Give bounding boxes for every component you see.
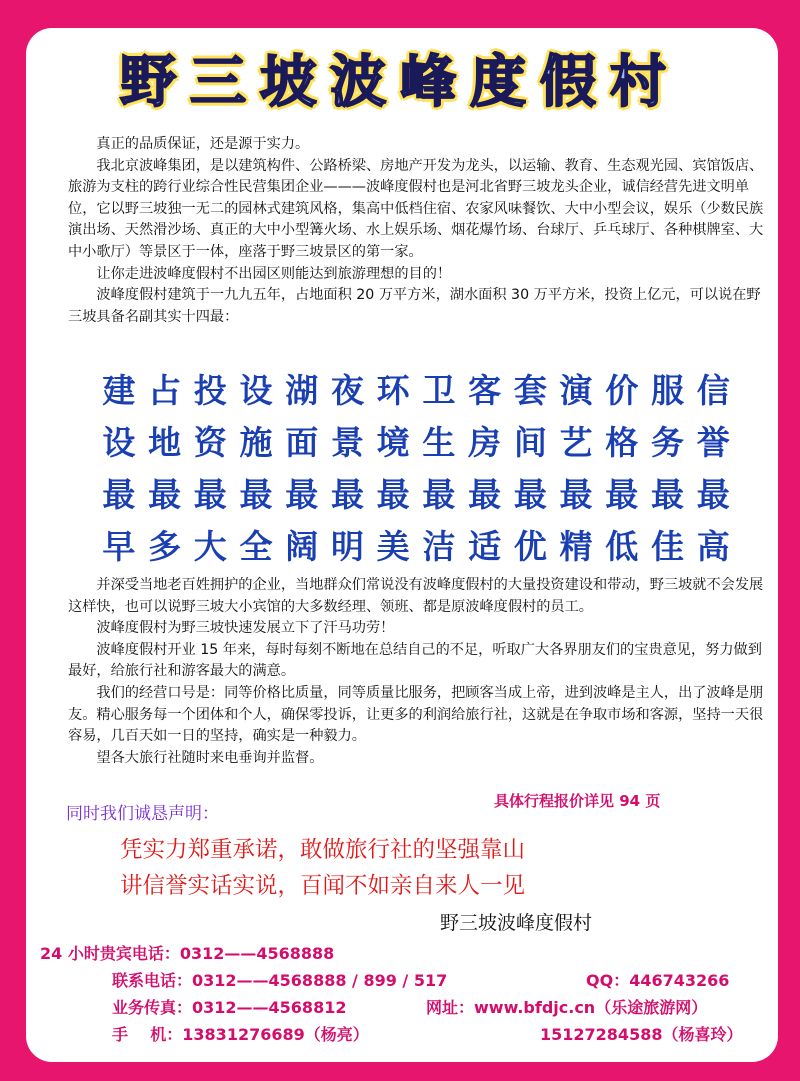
slogan-2: 讲信誉实话实说，百闻不如亲自来人一见 xyxy=(120,873,526,899)
superlative-char: 最 xyxy=(148,474,182,514)
intro-text xyxy=(68,134,768,328)
resort-title: 野三坡波峰度假村 xyxy=(120,49,680,115)
superlative-char: 适 xyxy=(468,526,502,566)
superlative-char: 最 xyxy=(285,474,319,514)
superlative-char: 全 xyxy=(239,526,273,566)
hotline: 24 小时贵宾电话：0312——4568888 xyxy=(40,944,335,963)
detail-text xyxy=(68,575,768,769)
superlative-char: 精 xyxy=(559,526,593,566)
superlative-char: 优 xyxy=(513,526,547,566)
paragraph: 波峰度假村为野三坡快速发展立下了汗马功劳！ xyxy=(96,620,395,637)
paragraph: 真正的品质保证，还是源于实力。 xyxy=(96,136,310,152)
superlative-char: 最 xyxy=(376,474,410,514)
website: 网址：www.bfdjc.cn（乐途旅游网） xyxy=(426,998,708,1017)
superlative-char: 价 xyxy=(605,370,639,410)
phone: 联系电话：0312——4568888 / 899 / 517 xyxy=(112,971,448,990)
superlative-char: 设 xyxy=(239,370,273,410)
superlative-char: 最 xyxy=(513,474,547,514)
superlatives-row-2 xyxy=(96,414,736,466)
superlative-char: 誉 xyxy=(696,422,730,462)
qq: QQ：446743266 xyxy=(586,971,730,990)
superlative-char: 信 xyxy=(696,370,730,410)
superlative-char: 演 xyxy=(559,370,593,410)
superlative-char: 最 xyxy=(559,474,593,514)
superlative-char: 最 xyxy=(605,474,639,514)
superlative-char: 景 xyxy=(330,422,364,462)
paragraph: 我们的经营口号是：同等价格比质量，同等质量比服务，把顾客当成上帝，进到波峰是主人，出了波峰是朋友。精心服务每一个团体和个人，确保零投诉，让更多的利润给旅行社，这就是在争取市场和客源，坚持一天很容易，几百天如一日的坚持，确实是一种毅力。 xyxy=(68,684,764,745)
superlative-char: 面 xyxy=(285,422,319,462)
superlatives-row-1 xyxy=(96,362,736,414)
mobile-1: 手 机：13831276689（杨亮） xyxy=(112,1025,369,1044)
superlative-char: 低 xyxy=(605,526,639,566)
price-note: 具体行程报价详见 94 页 xyxy=(494,792,661,810)
paragraph: 望各大旅行社随时来电垂询并监督。 xyxy=(96,749,324,766)
slogan-1: 凭实力郑重承诺，敢做旅行社的坚强靠山 xyxy=(120,837,526,863)
superlatives-row-4 xyxy=(96,518,736,570)
superlative-char: 环 xyxy=(376,370,410,410)
superlative-char: 生 xyxy=(422,422,456,462)
superlative-char: 最 xyxy=(696,474,730,514)
superlative-char: 最 xyxy=(102,474,136,514)
superlative-char: 最 xyxy=(650,474,684,514)
signature: 野三坡波峰度假村 xyxy=(440,912,593,934)
superlative-char: 最 xyxy=(422,474,456,514)
superlative-char: 设 xyxy=(102,422,136,462)
superlatives-grid xyxy=(96,362,736,570)
superlative-char: 艺 xyxy=(559,422,593,462)
superlative-char: 最 xyxy=(330,474,364,514)
superlative-char: 最 xyxy=(468,474,502,514)
superlative-char: 境 xyxy=(376,422,410,462)
superlative-char: 客 xyxy=(468,370,502,410)
paragraph: 让你走进波峰度假村不出园区则能达到旅游理想的目的！ xyxy=(96,265,452,282)
declaration-heading: 同时我们诚恳声明： xyxy=(66,804,219,824)
superlative-char: 服 xyxy=(650,370,684,410)
superlative-char: 阔 xyxy=(285,526,319,566)
superlative-char: 佳 xyxy=(650,526,684,566)
superlative-char: 房 xyxy=(468,422,502,462)
paragraph: 波峰度假村建筑于一九九五年，占地面积 20 万平方米，湖水面积 30 万平方米，投资上亿元，可以说在野三坡具备名副其实十四最： xyxy=(68,287,761,325)
superlative-char: 多 xyxy=(148,526,182,566)
superlative-char: 地 xyxy=(148,422,182,462)
superlative-char: 夜 xyxy=(330,370,364,410)
superlative-char: 施 xyxy=(239,422,273,462)
superlative-char: 大 xyxy=(193,526,227,566)
superlative-char: 占 xyxy=(148,370,182,410)
superlatives-row-3 xyxy=(96,466,736,518)
paragraph: 我北京波峰集团，是以建筑构件、公路桥梁、房地产开发为龙头，以运输、教育、生态观光园、宾馆饭店、旅游为支柱的跨行业综合性民营集团企业———波峰度假村也是河北省野三坡龙头企业，诚信经营先进文明单位，它以野三坡独一无二的园林式建筑风格，集高中低档住宿、农家风味餐饮、大中小型会议，娱乐（少数民族演出场、天然滑沙场、真正的大中小型篝火场、水上娱乐场、烟花爆竹场、台球厅、乒乓球厅、各种棋牌室、大中小歌厅）等景区于一体，座落于野三坡景区的第一家。 xyxy=(68,157,764,260)
superlative-char: 高 xyxy=(696,526,730,566)
superlative-char: 明 xyxy=(330,526,364,566)
superlative-char: 套 xyxy=(513,370,547,410)
superlative-char: 建 xyxy=(102,370,136,410)
superlative-char: 务 xyxy=(650,422,684,462)
superlative-char: 最 xyxy=(239,474,273,514)
superlative-char: 洁 xyxy=(422,526,456,566)
fax: 业务传真：0312——4568812 xyxy=(112,998,347,1017)
superlative-char: 最 xyxy=(193,474,227,514)
superlative-char: 早 xyxy=(102,526,136,566)
superlative-char: 间 xyxy=(513,422,547,462)
superlative-char: 资 xyxy=(193,422,227,462)
mobile-2: 15127284588（杨喜玲） xyxy=(540,1025,743,1044)
paragraph: 波峰度假村开业 15 年来，每时每刻不断地在总结自己的不足，听取广大各界朋友们的宝贵意见，努力做到最好，给旅行社和游客最大的满意。 xyxy=(68,641,762,680)
superlative-char: 格 xyxy=(605,422,639,462)
superlative-char: 湖 xyxy=(285,370,319,410)
superlative-char: 投 xyxy=(193,370,227,410)
superlative-char: 美 xyxy=(376,526,410,566)
paragraph: 并深受当地老百姓拥护的企业，当地群众们常说没有波峰度假村的大量投资建设和带动，野三坡就不会发展这样快，也可以说野三坡大小宾馆的大多数经理、领班、都是原波峰度假村的员工。 xyxy=(68,577,764,615)
superlative-char: 卫 xyxy=(422,370,456,410)
